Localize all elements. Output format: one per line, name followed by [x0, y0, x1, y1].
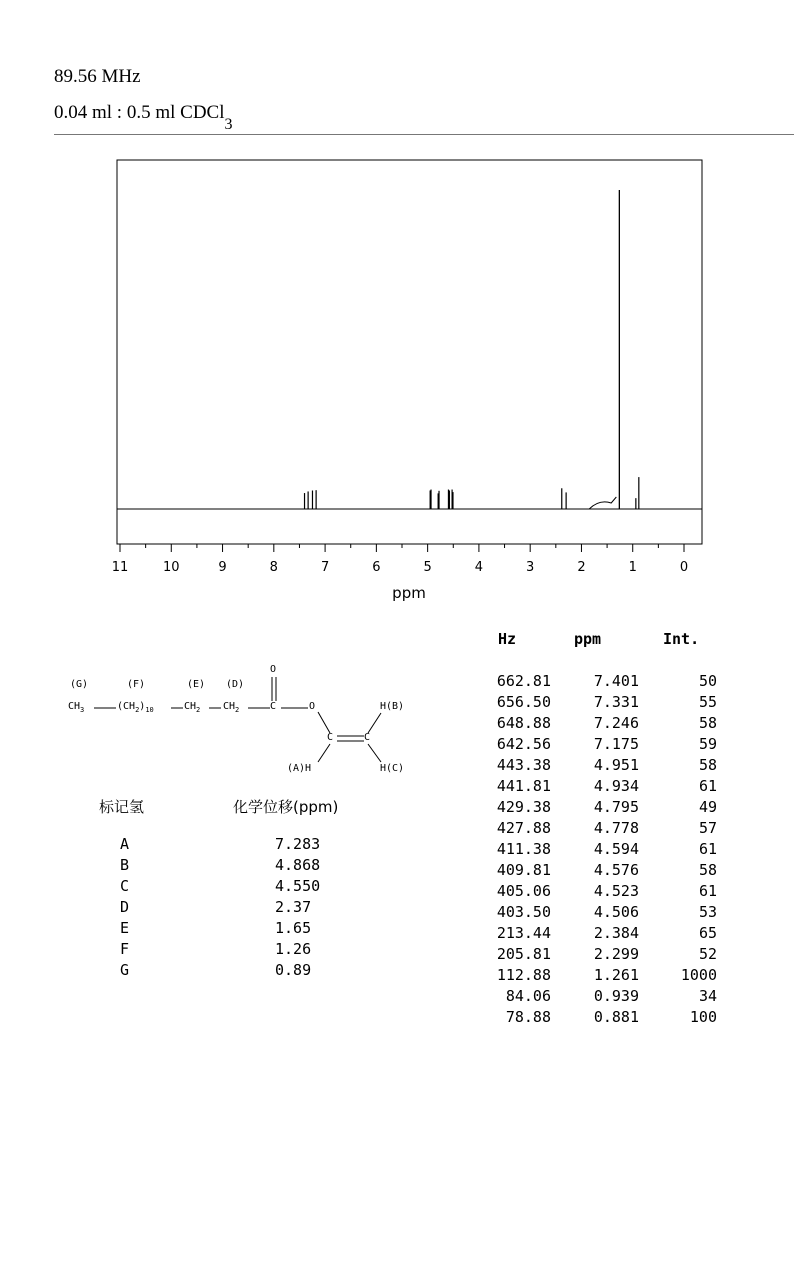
group-ch3: $CH_3$	[68, 701, 85, 714]
peak-int: 100	[689, 1008, 717, 1026]
assignment-label: C	[120, 877, 130, 895]
header-ppm: ppm	[574, 630, 602, 648]
peak-hz: 205.81	[496, 945, 551, 963]
assignment-row	[0, 856, 400, 877]
group-ch2-d: $CH_2$	[223, 701, 240, 714]
peak-ppm: 7.246	[593, 714, 639, 732]
peak-ppm: 7.175	[593, 735, 639, 753]
peak-hz: 427.88	[496, 819, 551, 837]
sample-subscript: 3	[224, 115, 233, 133]
assignment-row	[0, 835, 400, 856]
group-ch2-e: $CH_2$	[184, 701, 201, 714]
peak-hz: 405.06	[496, 882, 551, 900]
header-hz: Hz	[498, 630, 517, 648]
sample-conditions-text: 0.04 ml : 0.5 ml CDCl	[54, 102, 225, 123]
peak-hz: 656.50	[496, 693, 551, 711]
peak-ppm: 1.261	[593, 966, 639, 984]
assignment-header-label: 标记氢	[99, 798, 145, 816]
x-tick-label: 5	[423, 560, 432, 575]
peak-ppm: 4.523	[593, 882, 639, 900]
x-tick-label: 0	[679, 560, 689, 575]
assignment-shift: 1.65	[275, 919, 312, 937]
peak-int: 50	[698, 672, 717, 690]
peak-ppm: 2.384	[593, 924, 639, 942]
peak-hz: 213.44	[496, 924, 551, 942]
spectrometer-frequency: 89.56 MHz	[54, 66, 141, 87]
peak-ppm: 4.778	[593, 819, 639, 837]
peak-hz: 642.56	[496, 735, 551, 753]
peak-ppm: 7.331	[593, 693, 639, 711]
peak-hz: 441.81	[496, 777, 551, 795]
peak-int: 49	[698, 798, 717, 816]
peak-ppm: 4.576	[593, 861, 639, 879]
peak-hz: 662.81	[496, 672, 551, 690]
peak-hz: 648.88	[496, 714, 551, 732]
assignment-shift: 4.550	[275, 877, 321, 895]
header-int: Int.	[663, 630, 700, 648]
group-ch2-chain: $(CH_2)_{10}$	[117, 701, 154, 714]
assignment-row	[0, 940, 400, 961]
assignment-row	[0, 919, 400, 940]
peak-int: 59	[698, 735, 717, 753]
peak-ppm: 2.299	[593, 945, 639, 963]
assignment-row	[0, 961, 400, 982]
hydrogen-a: (A)H	[287, 763, 312, 774]
label-d: (D)	[226, 679, 245, 690]
assignment-row	[0, 877, 400, 898]
x-tick-label: 10	[162, 560, 180, 575]
assignment-label: B	[120, 856, 130, 874]
x-tick-label: 4	[474, 560, 484, 575]
peak-ppm: 4.951	[593, 756, 639, 774]
peak-ppm: 4.795	[593, 798, 639, 816]
assignment-header-shift: 化学位移(ppm)	[233, 798, 339, 816]
peak-int: 61	[698, 882, 717, 900]
vinyl-carbon-a: C	[327, 732, 334, 743]
peak-int: 58	[698, 714, 717, 732]
assignment-label: F	[120, 940, 130, 958]
peak-ppm: 4.594	[593, 840, 639, 858]
assignment-row	[0, 898, 400, 919]
assignment-shift: 0.89	[275, 961, 312, 979]
x-tick-label: 6	[372, 560, 381, 575]
peak-int: 1000	[680, 966, 717, 984]
peak-int: 61	[698, 777, 717, 795]
peak-hz: 409.81	[496, 861, 551, 879]
assignment-shift: 2.37	[275, 898, 312, 916]
vinyl-carbon-b: C	[364, 732, 371, 743]
label-f: (F)	[127, 679, 146, 690]
label-e: (E)	[187, 679, 206, 690]
peak-hz: 84.06	[505, 987, 551, 1005]
label-g: (G)	[70, 679, 89, 690]
peak-hz: 429.38	[496, 798, 551, 816]
hydrogen-c: H(C)	[380, 763, 405, 774]
x-tick-label: 11	[111, 560, 129, 575]
peak-int: 61	[698, 840, 717, 858]
assignment-shift: 4.868	[275, 856, 321, 874]
peak-hz: 78.88	[505, 1008, 551, 1026]
peak-int: 58	[698, 756, 717, 774]
x-tick-label: 2	[577, 560, 586, 575]
assignment-shift: 7.283	[275, 835, 321, 853]
assignment-label: D	[120, 898, 130, 916]
peak-ppm: 7.401	[593, 672, 639, 690]
carbonyl-oxygen: O	[270, 664, 277, 675]
assignment-shift: 1.26	[275, 940, 312, 958]
peak-int: 57	[698, 819, 717, 837]
ester-oxygen: O	[309, 701, 316, 712]
hydrogen-b: H(B)	[380, 701, 405, 712]
x-tick-label: 3	[526, 560, 535, 575]
peak-int: 53	[698, 903, 717, 921]
assignment-label: G	[120, 961, 130, 979]
peak-hz: 112.88	[496, 966, 551, 984]
peak-int: 55	[698, 693, 717, 711]
peak-ppm: 4.934	[593, 777, 639, 795]
assignment-label: A	[120, 835, 130, 853]
peak-int: 34	[698, 987, 717, 1005]
assignment-label: E	[120, 919, 130, 937]
x-tick-label: 1	[628, 560, 637, 575]
x-tick-label: 9	[218, 560, 227, 575]
x-axis-label: ppm	[392, 584, 426, 602]
x-tick-label: 8	[269, 560, 278, 575]
peak-int: 65	[698, 924, 717, 942]
carbonyl-carbon: C	[270, 701, 277, 712]
peak-int: 52	[698, 945, 717, 963]
peak-hz: 411.38	[496, 840, 551, 858]
x-tick-label: 7	[320, 560, 330, 575]
peak-hz: 443.38	[496, 756, 551, 774]
peak-hz: 403.50	[496, 903, 551, 921]
peak-ppm: 0.939	[593, 987, 639, 1005]
peak-ppm: 4.506	[593, 903, 639, 921]
peak-ppm: 0.881	[593, 1008, 639, 1026]
peak-int: 58	[698, 861, 717, 879]
